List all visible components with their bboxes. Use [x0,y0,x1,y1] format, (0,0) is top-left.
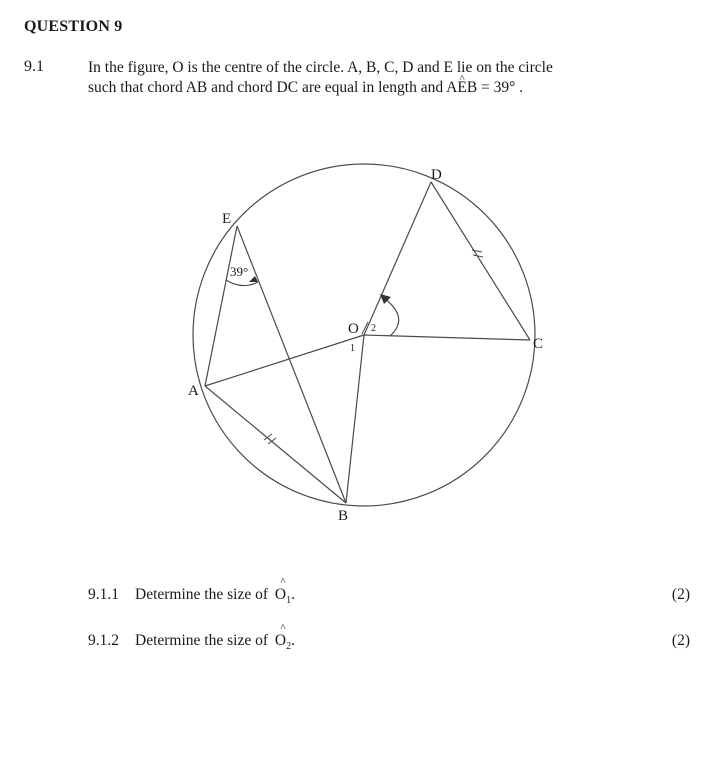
chord-AB [205,386,346,503]
point-label-D: D [431,167,442,183]
angle-hat-letter: ^ E [457,78,466,98]
point-label-A: A [188,383,199,399]
question-line-2-end: B = 39° . [466,79,524,96]
subquestion-number: 9.1.2 [88,632,119,649]
subquestion-9-1-2: 9.1.2 Determine the size of ^ $O_2$. [88,632,295,652]
point-label-E: E [222,211,232,227]
marks-9-1-1: (2) [671,586,690,603]
angle-symbol: ^ $O_1$ [275,586,291,606]
subquestion-9-1-1: 9.1.1 Determine the size of ^ $O_1$. [88,586,295,606]
angle-symbol: ^ $O_2$ [275,632,291,652]
point-label-O: O [348,321,359,337]
point-label-B: B [338,508,349,524]
radius-OD [364,182,431,335]
angle-arc-O2 [384,298,399,336]
equal-tick-AB-1 [264,434,272,440]
subquestion-text: Determine the size of [135,632,272,649]
subquestion-number: 9.1.1 [88,586,119,603]
radius-OA [205,335,364,386]
chord-DC [431,182,530,340]
angle-label-E: 39° [230,264,249,279]
angle-label-O1: 1 [350,343,355,354]
radius-OC [364,335,530,340]
chord-EA [205,226,237,386]
question-line-1: In the figure, O is the centre of the circle. A, B, C, D and E lie on the circle [88,59,553,76]
angle-label-O2: 2 [371,323,376,334]
question-number: 9.1 [24,58,44,75]
subquestion-text: Determine the size of [135,586,272,603]
point-label-C: C [533,336,544,352]
chord-EB [237,226,346,503]
question-heading: QUESTION 9 [24,18,123,35]
marks-9-1-2: (2) [671,632,690,649]
equal-tick-DC-1 [472,250,482,252]
radius-OB [346,335,364,503]
question-line-2-start: such that chord AB and chord DC are equal in length and A [88,79,458,96]
